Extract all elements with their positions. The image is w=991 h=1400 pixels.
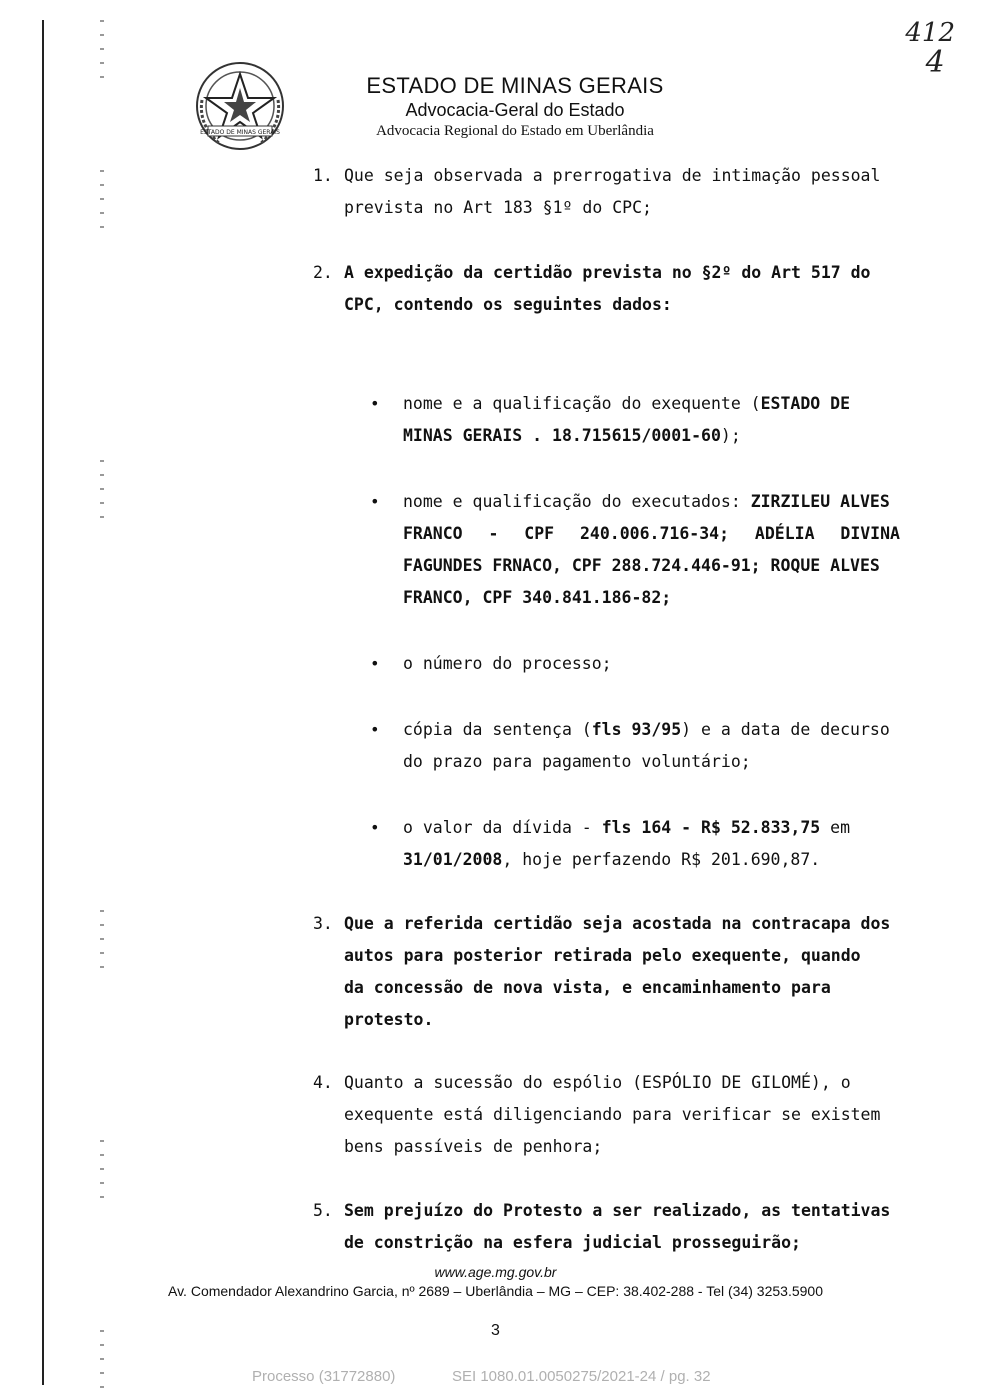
bold-run: fls 93/95 [591,720,682,739]
item-1-text [344,160,900,224]
letterhead-office: Advocacia Regional do Estado em Uberlândia [376,123,654,139]
handwritten-number: 4 [925,45,945,80]
bold-run: FRANCO, CPF 340.841.186-82; [403,588,672,607]
bold-run: ESTADO DE [760,394,851,413]
text-line: da concessão de nova vista, e encaminhamento para [344,978,831,997]
svg-text:ESTADO DE MINAS GERAIS: ESTADO DE MINAS GERAIS [200,129,280,136]
bullet-3-text [403,648,900,680]
handwritten-number: 412 [905,18,955,48]
text-run: ); [720,426,741,445]
text-run: o valor da dívida - [403,818,602,837]
bullet-icon: • [370,492,380,511]
bullet-4-text [403,714,900,778]
bold-run: FAGUNDES FRNACO, CPF 288.724.446-91; ROQUE ALVES [403,556,880,575]
bullet-5-text [403,812,900,876]
item-number: 3. [313,914,333,933]
bold-run: 31/01/2008 [403,850,503,869]
text-line: prevista no Art 183 §1º do CPC; [344,198,652,217]
bullet-2-text [403,486,900,614]
footer-url: www.age.mg.gov.br [434,1264,557,1280]
text-line: bens passíveis de penhora; [344,1137,603,1156]
item-number: 5. [313,1201,333,1220]
text-line: Que a referida certidão seja acostada na contracapa dos [344,914,891,933]
margin-dots [100,20,104,80]
letterhead [300,73,730,141]
text-line: CPC, contendo os seguintes dados: [344,295,672,314]
sei-stamp: SEI 1080.01.0050275/2021-24 / pg. 32 [452,1368,711,1385]
text-line: Quanto a sucessão do espólio (ESPÓLIO DE GILOMÉ), o [344,1073,851,1092]
bullet-1-text [403,388,900,452]
text-run: nome e a qualificação do exequente ( [403,394,761,413]
text-run: nome e qualificação do executados: [403,492,751,511]
process-stamp: Processo (31772880) [252,1368,396,1385]
item-4-text [344,1067,900,1163]
item-number: 2. [313,263,333,282]
bullet-icon: • [370,654,380,673]
text-line: exequente está diligenciando para verificar se existem [344,1105,881,1124]
state-seal-logo [194,60,286,156]
margin-dots [100,460,104,520]
bullet-icon: • [370,818,380,837]
bold-run: fls 164 - R$ 52.833,75 [601,818,821,837]
page-number: 3 [491,1322,500,1339]
text-line: do prazo para pagamento voluntário; [403,752,751,771]
item-number: 1. [313,166,333,185]
item-number: 4. [313,1073,333,1092]
bullet-icon: • [370,394,380,413]
left-margin-line [42,20,44,1385]
text-run: , hoje perfazendo R$ 201.690,87. [502,850,821,869]
text-line: Sem prejuízo do Protesto a ser realizado, as tentativas [344,1201,891,1220]
item-5-text [344,1195,900,1259]
text-run: cópia da sentença ( [403,720,592,739]
bold-run: ZIRZILEU ALVES [750,492,890,511]
letterhead-subtitle: Advocacia-Geral do Estado [405,100,625,120]
text-line: de constrição na esfera judicial prosseguirão; [344,1233,801,1252]
item-2-text [344,257,900,321]
bold-run: MINAS GERAIS . 18.715615/0001-60 [403,426,721,445]
text-line: o número do processo; [403,654,612,673]
margin-dots [100,910,104,970]
text-run: ) e a data de decurso [681,720,890,739]
handwritten-page-mark [905,18,955,78]
text-run: em [820,818,851,837]
bold-run: FRANCO - CPF 240.006.716-34; ADÉLIA DIVINA [403,524,900,543]
text-line: Que seja observada a prerrogativa de intimação pessoal [344,166,881,185]
text-line: protesto. [344,1010,434,1029]
margin-dots [100,170,104,230]
text-line: autos para posterior retirada pelo exequente, quando [344,946,861,965]
item-3-text [344,908,900,1036]
footer-address: Av. Comendador Alexandrino Garcia, nº 2689 – Uberlândia – MG – CEP: 38.402-288 - Tel (34) 3253.5900 [168,1283,823,1299]
letterhead-title: ESTADO DE MINAS GERAIS [366,73,664,98]
margin-dots [100,1140,104,1200]
bullet-icon: • [370,720,380,739]
text-line: A expedição da certidão prevista no §2º do Art 517 do [344,263,871,282]
